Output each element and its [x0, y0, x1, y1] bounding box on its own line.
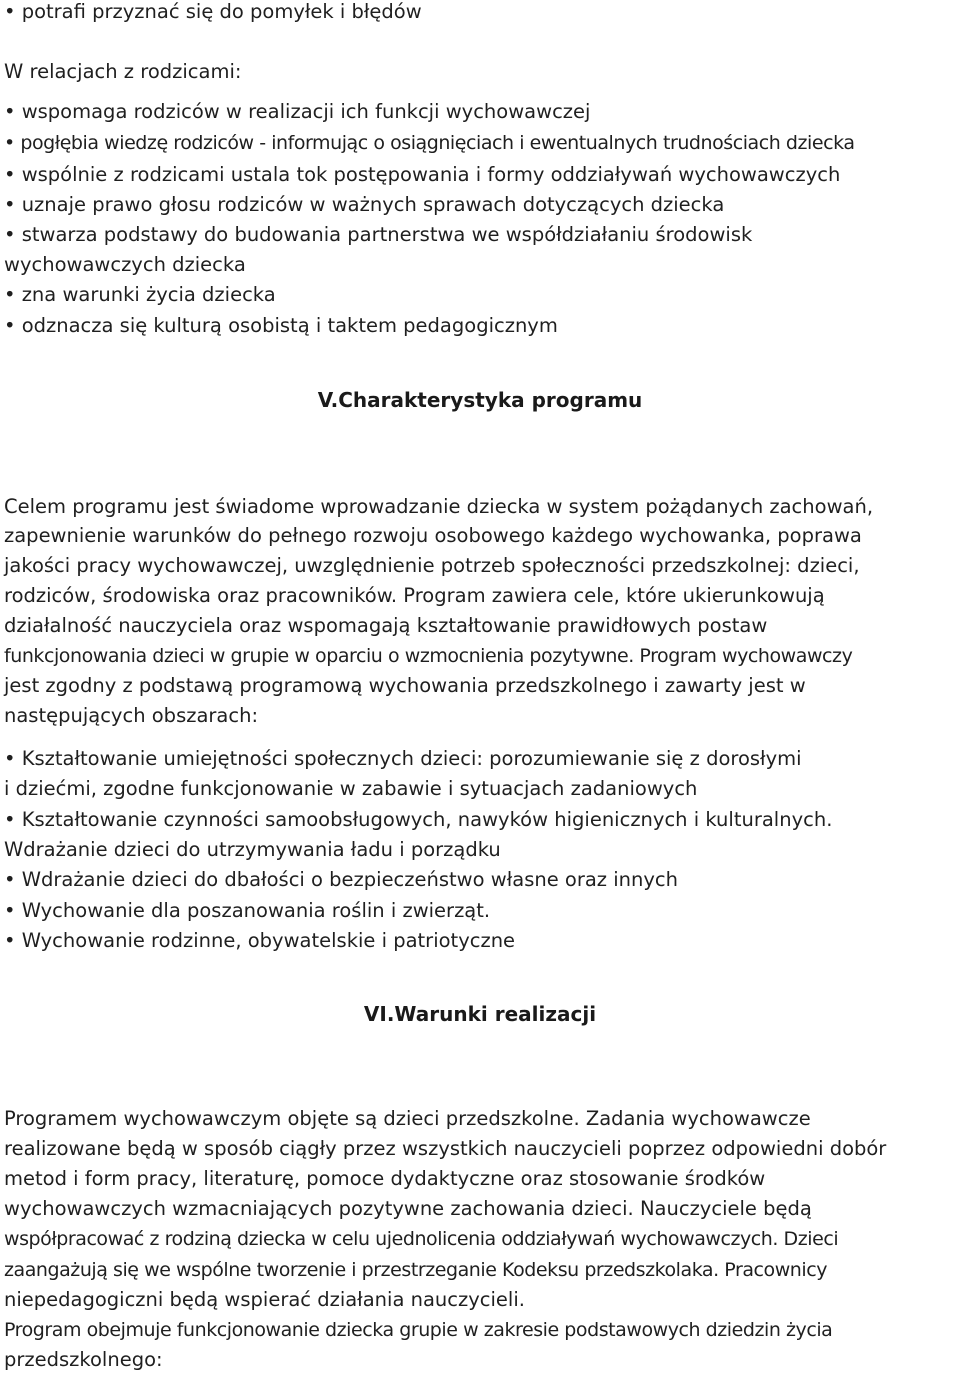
paragraph-line: zapewnienie warunków do pełnego rozwoju osobowego każdego wychowanka, poprawa: [4, 524, 862, 547]
paragraph-line: rodziców, środowiska oraz pracowników. Program zawiera cele, które ukierunkowują: [4, 584, 825, 607]
bullet-line: • wspólnie z rodzicami ustala tok postępowania i formy oddziaływań wychowawczych: [4, 163, 841, 186]
paragraph-line: niepedagogiczni będą wspierać działania nauczycieli.: [4, 1288, 525, 1311]
bullet-line: • uznaje prawo głosu rodziców w ważnych sprawach dotyczących dziecka: [4, 193, 725, 216]
paragraph-line: jest zgodny z podstawą programową wychowania przedszkolnego i zawarty jest w: [4, 674, 806, 697]
paragraph-line: zaangażują się we wspólne tworzenie i przestrzeganie Kodeksu przedszkolaka. Pracownicy: [4, 1259, 827, 1281]
paragraph-line: Program obejmuje funkcjonowanie dziecka grupie w zakresie podstawowych dziedzin życia: [4, 1319, 833, 1341]
section-heading: VI.Warunki realizacji: [363, 1002, 597, 1026]
text-line: wychowawczych dziecka: [4, 253, 246, 276]
bullet-line: • potrafi przyznać się do pomyłek i błędów: [4, 0, 422, 23]
bullet-line: • Wychowanie dla poszanowania roślin i zwierząt.: [4, 899, 491, 922]
section-heading: V.Charakterystyka programu: [317, 388, 643, 412]
bullet-line: • wspomaga rodziców w realizacji ich funkcji wychowawczej: [4, 100, 591, 123]
paragraph-line: wychowawczych wzmacniających pozytywne zachowania dzieci. Nauczyciele będą: [4, 1197, 812, 1220]
bullet-line: • Kształtowanie umiejętności społecznych dzieci: porozumiewanie się z dorosłymi: [4, 747, 802, 770]
text-line: i dziećmi, zgodne funkcjonowanie w zabawie i sytuacjach zadaniowych: [4, 777, 698, 800]
bullet-line: • pogłębia wiedzę rodziców - informując o osiągnięciach i ewentualnych trudnościach dziecka: [4, 132, 855, 154]
paragraph-line: działalność nauczyciela oraz wspomagają kształtowanie prawidłowych postaw: [4, 614, 768, 637]
paragraph-line: metod i form pracy, literaturę, pomoce dydaktyczne oraz stosowanie środków: [4, 1167, 766, 1190]
paragraph-line: współpracować z rodziną dziecka w celu ujednolicenia oddziaływań wychowawczych. Dzieci: [4, 1228, 839, 1250]
bullet-line: • zna warunki życia dziecka: [4, 283, 276, 306]
subsection-label: W relacjach z rodzicami:: [4, 60, 242, 83]
paragraph-line: funkcjonowania dzieci w grupie w oparciu o wzmocnienia pozytywne. Program wychowawczy: [4, 645, 853, 667]
paragraph-line: następujących obszarach:: [4, 704, 259, 727]
bullet-line: • Wychowanie rodzinne, obywatelskie i patriotyczne: [4, 929, 516, 952]
paragraph-line: realizowane będą w sposób ciągły przez wszystkich nauczycieli poprzez odpowiedni dobór: [4, 1137, 887, 1160]
bullet-line: • Wdrażanie dzieci do dbałości o bezpieczeństwo własne oraz innych: [4, 868, 678, 891]
bullet-line: • Kształtowanie czynności samoobsługowych, nawyków higienicznych i kulturalnych.: [4, 808, 833, 831]
bullet-line: • stwarza podstawy do budowania partnerstwa we współdziałaniu środowisk: [4, 223, 753, 246]
paragraph-line: Celem programu jest świadome wprowadzanie dziecka w system pożądanych zachowań,: [4, 495, 874, 518]
paragraph-line: Programem wychowawczym objęte są dzieci przedszkolne. Zadania wychowawcze: [4, 1107, 811, 1130]
paragraph-line: jakości pracy wychowawczej, uwzględnienie potrzeb społeczności przedszkolnej: dzieci,: [4, 554, 860, 577]
bullet-line: • odznacza się kulturą osobistą i taktem pedagogicznym: [4, 314, 558, 337]
paragraph-line: przedszkolnego:: [4, 1348, 163, 1371]
text-line: Wdrażanie dzieci do utrzymywania ładu i porządku: [4, 838, 501, 861]
